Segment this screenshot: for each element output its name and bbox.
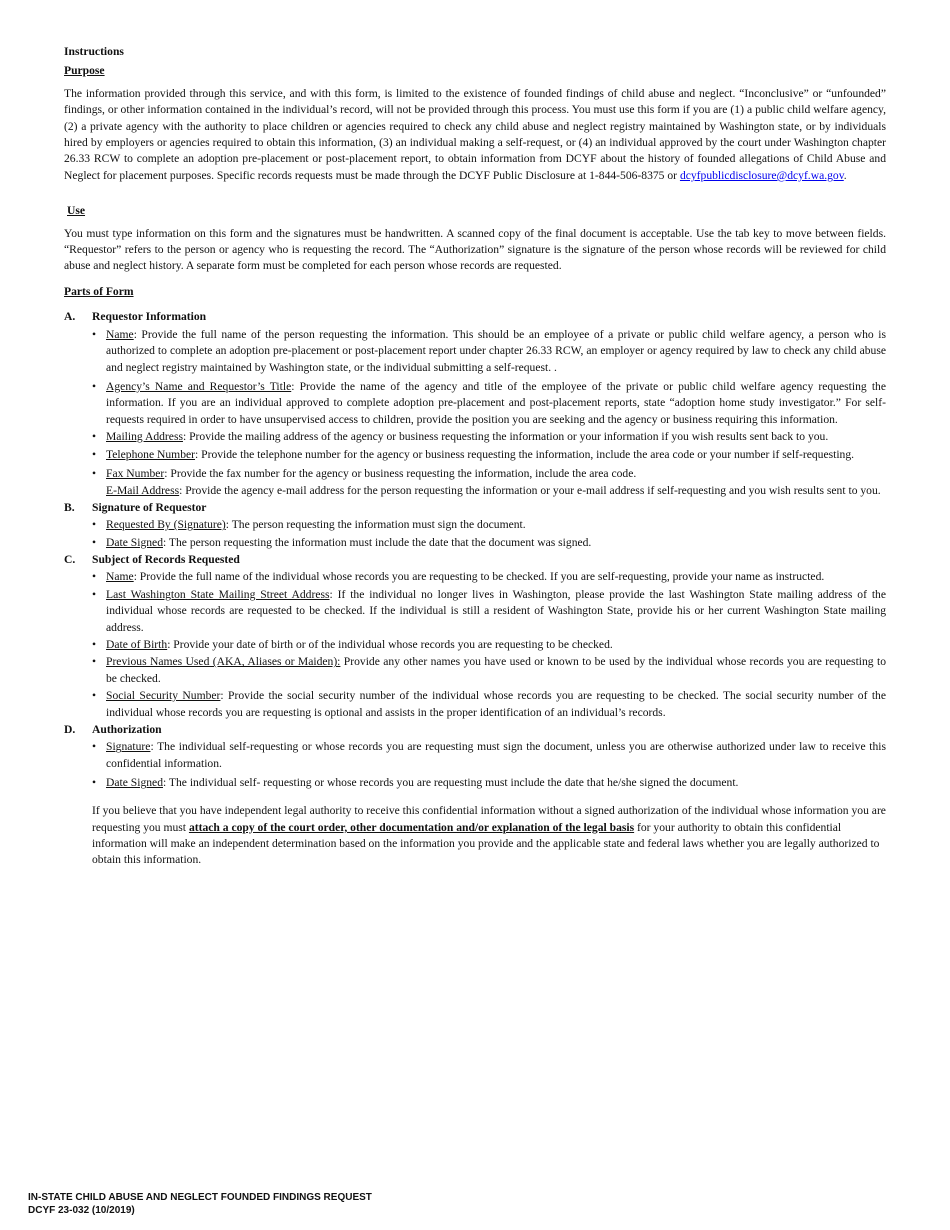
section-c-letter: C. xyxy=(64,552,76,566)
section-d-letter: D. xyxy=(64,723,76,737)
item-text: : The individual self-requesting or whose records you are requesting must sign the document, unless you are otherwise authorized under law to receive this confidential information. xyxy=(106,740,886,770)
list-item xyxy=(106,637,886,653)
parts-of-form-title: Parts of Form xyxy=(64,284,134,298)
list-item xyxy=(106,429,886,445)
section-b-heading xyxy=(64,500,886,516)
item-text: : Provide the full name of the person requesting the information. This should be an employee of a private or public child welfare agency, a person who is authorized to complete an adoption pre-placement or post-placement report under chapter 26.33 RCW, an employer or agency required by law to check any child abuse and neglect registry maintained by Washington state, or the individual submitting a self-request. . xyxy=(106,327,886,374)
email-address-item xyxy=(106,483,886,499)
footer-form-number: DCYF 23-032 (10/2019) xyxy=(28,1204,135,1216)
list-item xyxy=(106,654,886,687)
section-d-heading xyxy=(64,722,886,738)
item-text: : Provide your date of birth or of the individual whose records you are requesting to be checked. xyxy=(167,638,613,651)
item-text: : The individual self- requesting or whose records you are requesting must include the date that he/she signed the document. xyxy=(163,776,739,790)
purpose-title: Purpose xyxy=(64,64,105,78)
closing-post: for your authority to obtain this confidential information will make an independent determination based on the information you provide and the applicable state and federal laws whether you are legally authorized to obtain this information. xyxy=(92,820,880,867)
legal-authority-paragraph xyxy=(92,803,886,869)
list-item xyxy=(106,447,886,463)
purpose-paragraph xyxy=(64,86,886,184)
section-b-letter: B. xyxy=(64,500,75,514)
item-label: Previous Names Used (AKA, Aliases or Maiden): xyxy=(106,655,341,669)
item-text: : The person requesting the information must sign the document. xyxy=(225,518,526,532)
item-text: : Provide the mailing address of the agency or business requesting the information or your information if you wish results sent back to you. xyxy=(182,430,829,444)
item-label: Requested By (Signature) xyxy=(106,518,226,532)
section-c-title: Subject of Records Requested xyxy=(92,552,240,566)
instructions-title: Instructions xyxy=(64,45,124,58)
section-a-heading xyxy=(64,309,886,325)
item-label: Date Signed xyxy=(106,535,163,549)
section-a-list xyxy=(64,327,886,483)
item-label: Last Washington State Mailing Street Address xyxy=(106,587,330,601)
item-text: : Provide the telephone number for the agency or business requesting the information, include the area code or your number if self-requesting. xyxy=(195,447,855,461)
list-item xyxy=(106,739,886,772)
instructions-page xyxy=(64,44,886,880)
list-item xyxy=(106,379,886,428)
section-b-list xyxy=(64,517,886,551)
item-text: : The person requesting the information must include the date that the document was signed. xyxy=(163,535,592,549)
footer-form-title: IN-STATE CHILD ABUSE AND NEGLECT FOUNDED FINDINGS REQUEST xyxy=(28,1192,372,1203)
item-label: Date Signed xyxy=(106,776,163,790)
public-disclosure-email-link[interactable]: dcyfpublicdisclosure@dcyf.wa.gov xyxy=(679,168,844,182)
item-text: : Provide the agency e-mail address for the person requesting the information or your e-mail address if self-requesting and you wish results sent to you. xyxy=(179,484,881,498)
purpose-text: The information provided through this service, and with this form, is limited to the existence of founded findings of child abuse and neglect. “Inconclusive” or “unfounded” findings, or other information contained in the individual’s record, will not be provided through this process. You must use this form if you are (1) a public child welfare agency, (2) a private agency with the authority to place children or agencies required to check any child abuse and neglect registry maintained by Washington state, or by individuals hired by employers or agencies required to obtain this information, (3) an individual making a self-request, or (4) an individual approved by the court under Washington chapter 26.33 RCW to complete an adoption pre-placement or post-placement report, to obtain information from DCYF about the history of founded allegations of Child Abuse and Neglect for placement purposes. Specific records requests must be made through the DCYF Public Disclosure at 1-844-506-8375 or xyxy=(64,86,886,182)
section-c-list xyxy=(64,569,886,721)
item-label: Signature xyxy=(106,740,151,754)
use-title: Use xyxy=(67,204,86,218)
item-label: Fax Number xyxy=(106,466,165,480)
section-b-title: Signature of Requestor xyxy=(92,500,207,514)
list-item xyxy=(106,775,886,791)
item-label: Telephone Number xyxy=(106,447,196,461)
section-d-title: Authorization xyxy=(92,723,162,737)
use-paragraph: You must type information on this form and the signatures must be handwritten. A scanned copy of the final document is acceptable. Use the tab key to move between fields. “Requestor” refers to the person or agency who is requesting the record. The “Authorization” signature is the signature of the person whose records will be reviewed for child abuse and neglect history. A separate form must be completed for each person whose records are requested. xyxy=(64,226,886,273)
list-item xyxy=(106,517,886,533)
item-text: : If the individual no longer lives in Washington, please provide the last Washington State mailing address of the individual whose records are requested to be checked. If the individual is still a resident of Washington State, provide his or her current Washington State mailing address. xyxy=(106,587,886,634)
item-label: E-Mail Address xyxy=(106,484,180,498)
item-label: Agency’s Name and Requestor’s Title xyxy=(106,379,292,393)
item-label: Date of Birth xyxy=(106,638,168,651)
section-a-title: Requestor Information xyxy=(92,310,207,324)
section-a-letter: A. xyxy=(64,310,76,324)
item-label: Social Security Number xyxy=(106,689,221,703)
item-text: : Provide the full name of the individual whose records you are requesting to be checked. If you are self-requesting, provide your name as instructed. xyxy=(133,570,825,584)
item-label: Name xyxy=(106,327,134,341)
item-text: : Provide the name of the agency and title of the employee of the private or public child welfare agency requesting the information. If you are an individual approved to complete adoption pre-placement and post-placement reports, state “adoption home study investigator.” For self-requests required in order to have unsupervised access to children, provide the position you are seeking and the agency or business requiring this information. xyxy=(106,379,886,426)
closing-bold: attach a copy of the court order, other documentation and/or explanation of the legal basis xyxy=(188,820,635,834)
item-text: : Provide the social security number of the individual whose records you are requesting to be checked. The social security number of the individual whose records you are requesting is optional and assists in the proper identification of an individual’s records. xyxy=(106,689,886,719)
item-text: : Provide the fax number for the agency or business requesting the information, include the area code. xyxy=(164,466,637,480)
section-c-heading xyxy=(64,552,886,568)
list-item xyxy=(106,587,886,636)
list-item xyxy=(106,535,886,551)
list-item xyxy=(106,688,886,721)
item-label: Name xyxy=(106,570,134,584)
closing-pre: If you believe that you have independent legal authority to receive this confidential information without a signed authorization of the individual whose information you are requesting you must xyxy=(92,804,886,834)
item-label: Mailing Address xyxy=(106,430,183,444)
form-footer xyxy=(28,1192,372,1217)
section-d-list xyxy=(64,739,886,791)
list-item xyxy=(106,327,886,376)
list-item xyxy=(106,569,886,585)
item-text: Provide any other names you have used or known to be used by the individual whose records you are requesting to be checked. xyxy=(106,655,886,685)
purpose-end: . xyxy=(843,168,847,182)
list-item xyxy=(106,466,886,482)
